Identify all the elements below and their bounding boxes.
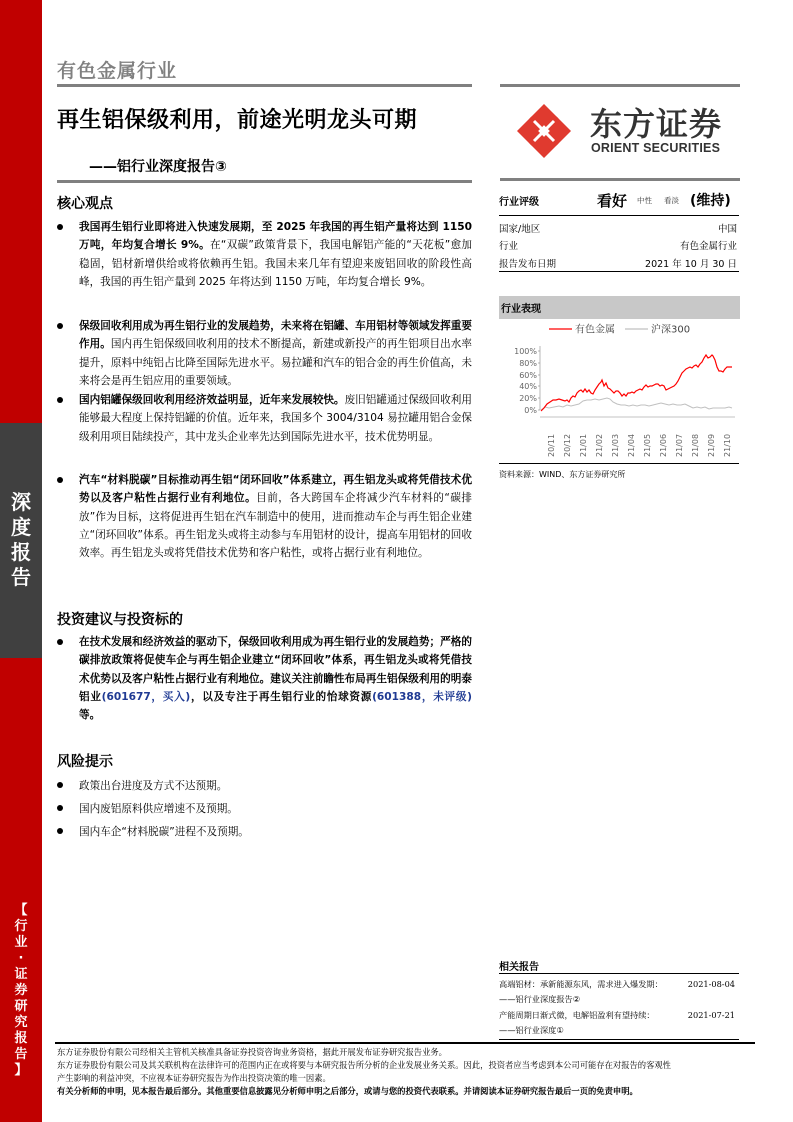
orient-securities-logo: [510, 97, 750, 167]
related-report-item[interactable]: [499, 979, 739, 993]
report-type-char: 告: [11, 565, 31, 589]
svg-text:21/09: 21/09: [707, 433, 716, 457]
industry-performance-chart: [499, 320, 740, 460]
x-tick-labels: [547, 434, 732, 457]
core-views-heading: 核心观点: [57, 196, 113, 212]
svg-text:21/05: 21/05: [643, 433, 652, 457]
category-char: 研: [14, 999, 28, 1014]
related-report-subtitle-row: [499, 994, 739, 1008]
category-char: ·: [18, 951, 24, 966]
info-value: 中国: [717, 224, 737, 235]
core-view-text: 目前，各大跨国车企将减少汽车材料的“碳排放”作为目标，这将促进再生铝在汽车制造中的使用，进而推动车企与再生铝企业建立“闭环回收”体系。再生铝龙头或将主动参与车用铝材的设计，提高车用铝材的回收效率。再生铝龙头或将凭借技术优势和客户粘性，或将占据行业有利地位。: [79, 492, 472, 560]
category-char: 】: [14, 1063, 28, 1078]
report-type-char: 报: [11, 540, 31, 564]
svg-text:100%: 100%: [514, 347, 537, 356]
bullet-icon: [57, 323, 63, 329]
logo-text-cn: 东方证券: [590, 105, 723, 143]
rating-status: (维持): [690, 193, 731, 209]
category-char: 行: [14, 919, 28, 934]
category-char: 业: [14, 935, 28, 950]
related-report-date: 2021-07-21: [687, 1010, 735, 1020]
related-rule-top: [499, 973, 739, 974]
category-char: 报: [14, 1031, 28, 1046]
info-key: 国家/地区: [499, 224, 541, 235]
stock-code-mingtai: (601677，买入): [101, 690, 191, 703]
related-report-subtitle: ——铝行业深度报告②: [499, 994, 581, 1004]
report-type-label: [0, 490, 42, 590]
related-rule-bottom: [499, 1039, 739, 1040]
risk-text: 政策出台进度及方式不达预期。: [79, 780, 228, 792]
risk-text: 国内车企“材料脱碳”进程不及预期。: [79, 826, 249, 838]
svg-text:40%: 40%: [519, 382, 537, 391]
svg-text:60%: 60%: [519, 371, 537, 380]
info-value: 有色金属行业: [679, 241, 737, 252]
core-view-bold: 汽车“材料脱碳”目标推动再生铝“闭环回收”体系建立，再生铝龙头或将凭借技术优势以及客户粘性占据行业有利地位。: [79, 474, 472, 505]
category-char: 【: [14, 903, 28, 918]
info-key: 报告发布日期: [499, 259, 557, 270]
header-rule: [57, 84, 472, 87]
bullet-icon: [57, 397, 63, 403]
info-rule: [499, 271, 739, 272]
footer-line: 东方证券股份有限公司经相关主管机关核准具备证券投资咨询业务资格，据此开展发布证券研究报告业务。: [57, 1047, 447, 1057]
investment-text: ，以及专注于再生铝行业的怡球资源: [190, 690, 373, 703]
page-subtitle: ——铝行业深度报告③: [89, 159, 227, 175]
risk-item: [57, 778, 227, 793]
investment-text: 等。: [79, 709, 101, 722]
chart-header-label: 行业表现: [501, 304, 541, 315]
disclaimer-footer: [57, 1046, 757, 1098]
svg-text:21/04: 21/04: [627, 433, 636, 457]
core-view-item: [57, 317, 472, 390]
report-type-char: 深: [11, 490, 31, 514]
core-view-bold: 国内铝罐保级回收利用经济效益明显，近年来发展较快。: [79, 394, 345, 406]
related-report-subtitle-row: [499, 1025, 739, 1039]
category-label: [0, 903, 42, 1079]
risk-text: 国内废铝原料供应增速不及预期。: [79, 803, 238, 815]
chart-source: 资料来源：WIND、东方证券研究所: [499, 470, 626, 479]
rating-selected: 看好: [597, 192, 628, 210]
bullet-icon: [57, 639, 63, 645]
core-view-text: 废旧铝罐通过保级回收利用能够最大程度上保持铝罐的价值。近年来，我国多个 3004/3104 易拉罐用铝合金保级利用项目陆续投产，其中龙头企业率先达到国际先进水平，技术优势明显。: [79, 394, 473, 443]
core-view-text: 国内再生铝保级回收利用的技术不断提高，新建或新投产的再生铝项目出水率提升，原料中纯铝占比降至国际先进水平。易拉罐和汽车的铝合金的再生价值高，未来将会是再生铝应用的重要领域。: [79, 338, 473, 387]
report-type-char: 度: [11, 515, 31, 539]
category-char: 证: [14, 967, 28, 982]
risk-item: [57, 801, 238, 816]
bullet-icon: [57, 828, 63, 834]
logo-bottom-rule: [500, 178, 740, 181]
legend-csi300: 沪深300: [651, 324, 691, 336]
svg-text:20%: 20%: [519, 394, 537, 403]
rating-option-neutral: 中性: [637, 196, 652, 205]
svg-text:21/06: 21/06: [659, 433, 668, 457]
logo-top-rule: [500, 84, 740, 87]
stock-code-yiqiu: (601388，未评级): [372, 690, 472, 703]
rating-option-bad: 看淡: [664, 196, 679, 205]
info-row-date: [499, 256, 739, 270]
rating-rule: [499, 215, 739, 216]
info-row-industry: [499, 238, 739, 252]
svg-text:21/01: 21/01: [579, 433, 588, 457]
bullet-icon: [57, 805, 63, 811]
logo-mark-icon: [514, 101, 574, 161]
svg-text:20/11: 20/11: [547, 433, 556, 457]
svg-text:21/08: 21/08: [691, 433, 700, 457]
industry-label: 有色金属行业: [57, 60, 178, 82]
bullet-icon: [57, 782, 63, 788]
info-row-region: [499, 221, 739, 235]
svg-text:21/10: 21/10: [723, 433, 732, 457]
svg-text:80%: 80%: [519, 359, 537, 368]
core-view-item: [57, 218, 472, 291]
footer-line: 有关分析师的申明，见本报告最后部分。其他重要信息披露见分析师申明之后部分，或请与您的投资代表联系。并请阅读本证券研究报告最后一页的免责申明。: [57, 1086, 638, 1096]
svg-text:21/07: 21/07: [675, 433, 684, 457]
rating-label: 行业评级: [499, 197, 539, 208]
series-nonferrous: [541, 355, 732, 411]
footer-rule: [55, 1042, 755, 1044]
bullet-icon: [57, 224, 63, 230]
footer-line: 产生影响的利益冲突，不应视本证券研究报告为作出投资决策的唯一因素。: [57, 1073, 331, 1083]
core-view-text: 在“双碳”政策背景下，我国电解铝产能的“天花板”愈加稳固，铝材新增供给或将依赖再生铝。我国未来几年有望迎来废铝回收的阶段性高峰，我国的再生铝产量到 2025 年将达到 1150 万吨，年均复合增长 9%。: [79, 239, 472, 288]
investment-item: [57, 633, 472, 724]
y-tick-labels: [514, 347, 537, 415]
info-key: 行业: [499, 241, 519, 252]
investment-heading: 投资建议与投资标的: [57, 612, 183, 628]
logo-text-en: ORIENT SECURITIES: [591, 141, 721, 155]
industry-rating: [499, 190, 739, 210]
subtitle-rule: [57, 180, 472, 183]
page-title: 再生铝保级利用，前途光明龙头可期: [57, 108, 418, 133]
category-char: 究: [14, 1015, 28, 1030]
category-char: 告: [14, 1047, 28, 1062]
investment-text: 在技术发展和经济效益的驱动下，保级回收利用成为再生铝行业的发展趋势；严格的碳排放政策将促使车企与再生铝企业建立“闭环回收”体系，再生铝龙头或将凭借技术优势以及客户粘性占据行业有利地位。建议关注前瞻性布局再生铝保级利用的明泰铝业: [79, 636, 472, 703]
footer-line: 东方证券股份有限公司及其关联机构在法律许可的范围内正在或将要与本研究报告所分析的企业发展业务关系。因此，投资者应当考虑到本公司可能存在对报告的客观性: [57, 1060, 671, 1070]
svg-text:0%: 0%: [524, 406, 537, 415]
related-report-title[interactable]: 产能周期日渐式微，电解铝盈利有望持续：: [499, 1010, 655, 1020]
related-report-subtitle: ——铝行业深度①: [499, 1025, 564, 1035]
legend-nonferrous: 有色金属: [575, 324, 615, 336]
core-view-item: [57, 391, 472, 446]
core-view-item: [57, 471, 472, 562]
chart-header: [499, 296, 740, 319]
bullet-icon: [57, 477, 63, 483]
svg-text:21/02: 21/02: [595, 433, 604, 457]
related-report-title[interactable]: 高端铝材：承新能源东风，需求进入爆发期：: [499, 979, 663, 989]
svg-text:21/03: 21/03: [611, 433, 620, 457]
info-value: 2021 年 10 月 30 日: [645, 259, 737, 270]
related-reports-heading: 相关报告: [499, 962, 539, 973]
related-report-date: 2021-08-04: [687, 979, 735, 989]
core-view-bold: 保级回收利用成为再生铝行业的发展趋势，未来将在铝罐、车用铝材等领域发挥重要作用。: [79, 320, 472, 351]
category-char: 券: [14, 983, 28, 998]
risk-item: [57, 824, 249, 839]
related-report-item[interactable]: [499, 1010, 739, 1024]
chart-rule: [499, 463, 739, 464]
svg-text:20/12: 20/12: [563, 433, 572, 457]
core-view-bold: 我国再生铝行业即将进入快速发展期，至 2025 年我国的再生铝产量将达到 1150 万吨，年均复合增长 9%。: [79, 221, 472, 252]
risks-heading: 风险提示: [57, 754, 113, 770]
